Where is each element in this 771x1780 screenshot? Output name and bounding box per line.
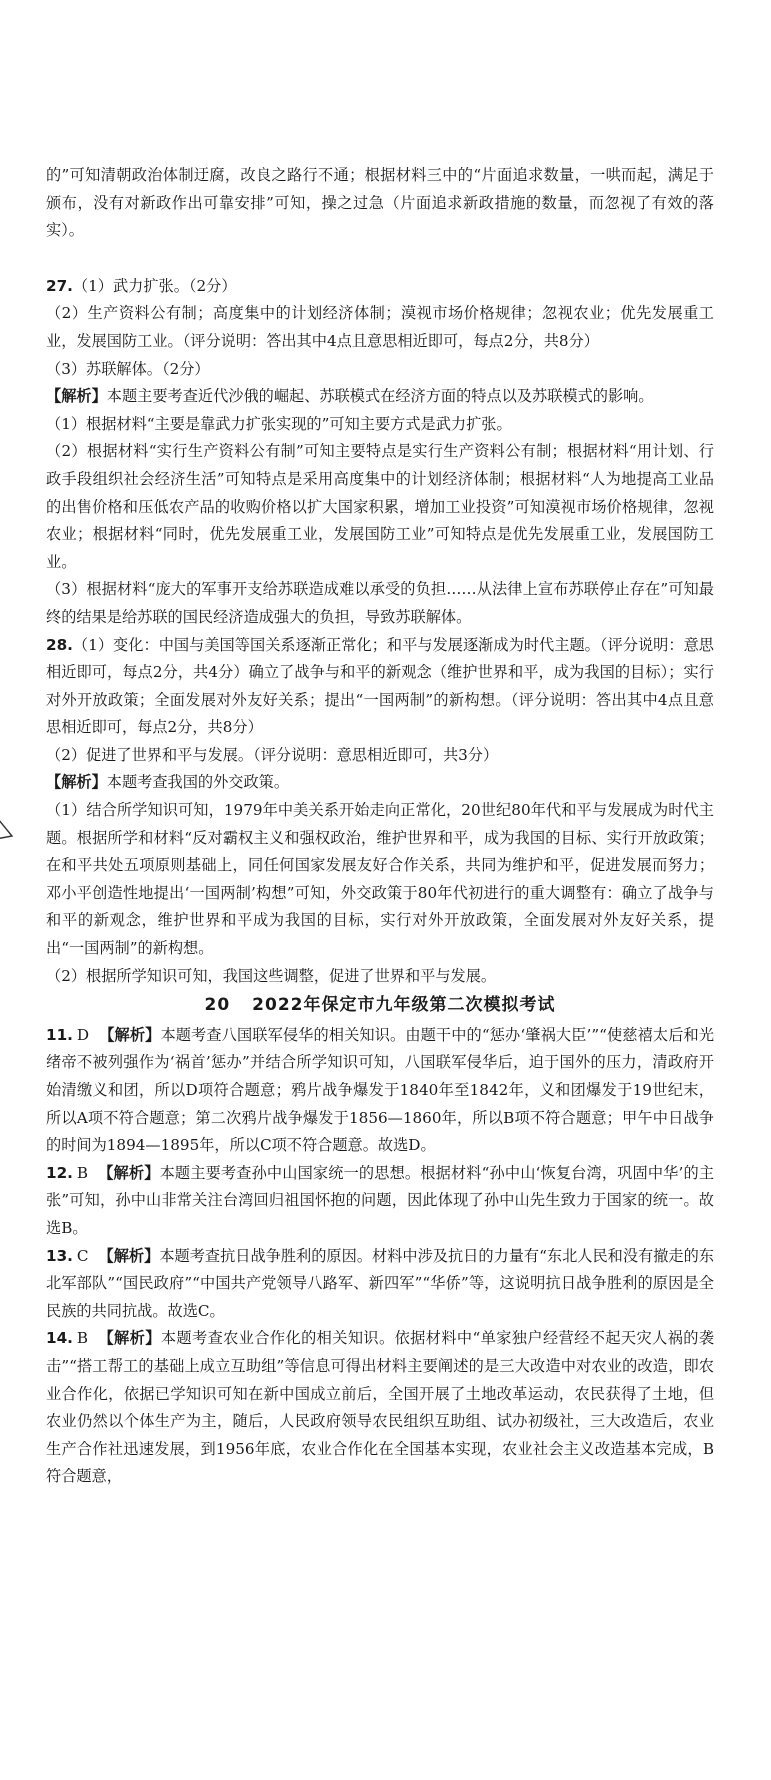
- answer-letter: D: [76, 1025, 90, 1044]
- intro-paragraph: 的”可知清朝政治体制迂腐，改良之路行不通；根据材料三中的“片面追求数量，一哄而起，满足于颁布，没有对新政作出可靠安排”可知，操之过急（片面追求新政措施的数量，而忽视了有效的落实）。: [46, 166, 714, 240]
- question-number: 11.: [46, 1025, 73, 1044]
- question-number: 14.: [46, 1329, 73, 1348]
- mc-text: 本题主要考查孙中山国家统一的思想。根据材料“孙中山‘恢复台湾，巩固中华’的主张”可知，孙中山非常关注台湾回归祖国怀抱的问题，因此体现了孙中山先生致力于国家的统一。故选B。: [46, 1163, 715, 1237]
- question-27: [46, 273, 714, 632]
- spacer: [46, 245, 714, 273]
- analysis-tag: 【解析】: [98, 1163, 160, 1182]
- answer-letter: C: [76, 1246, 89, 1265]
- mc-item-11: [46, 1022, 714, 1160]
- q27-line-2: （2）生产资料公有制；高度集中的计划经济体制；漠视市场价格规律；忽视农业；优先发展重工业，发展国防工业。（评分说明：答出其中4点且意思相近即可，每点2分，共8分）: [46, 304, 714, 350]
- q27-line-3: （3）苏联解体。（2分）: [46, 359, 210, 378]
- q27-analysis-2: （2）根据材料“实行生产资料公有制”可知主要特点是实行生产资料公有制；根据材料“用计划、行政手段组织社会经济生活”可知特点是采用高度集中的计划经济体制；根据材料“人为地提高工业品的出售价格和压低农产品的收购价格以扩大国家积累，增加工业投资”可知漠视市场价格规律，忽视农业；根据材料“同时，优先发展重工业，发展国防工业”可知特点是优先发展重工业，发展国防工业。: [46, 442, 714, 571]
- mc-item-14: [46, 1325, 714, 1491]
- question-number: 12.: [46, 1163, 73, 1182]
- pencil-mark-icon: [0, 812, 18, 842]
- section-title: 2022年保定市九年级第二次模拟考试: [252, 995, 556, 1016]
- analysis-tag: 【解析】: [98, 1329, 161, 1348]
- q28-analysis-intro: 本题考查我国的外交政策。: [106, 773, 289, 792]
- mc-item-12: [46, 1160, 714, 1243]
- mc-item-13: [46, 1243, 714, 1326]
- answer-letter: B: [76, 1163, 89, 1182]
- analysis-tag: 【解析】: [46, 387, 107, 406]
- analysis-tag: 【解析】: [98, 1246, 160, 1265]
- mc-answers: [46, 1022, 714, 1491]
- question-number: 27.: [46, 276, 73, 295]
- section-number: 20: [204, 995, 231, 1016]
- question-28: [46, 632, 714, 991]
- q28-analysis-2: （2）根据所学知识可知，我国这些调整，促进了世界和平与发展。: [46, 966, 497, 985]
- q27-analysis-intro: 本题主要考查近代沙俄的崛起、苏联模式在经济方面的特点以及苏联模式的影响。: [106, 387, 654, 406]
- mc-text: 本题考查农业合作化的相关知识。依据材料中“单家独户经营经不起天灾人祸的袭击”“搭工帮工的基础上成立互助组”等信息可得出材料主要阐述的是三大改造中对农业的改造，即农业合作化，依据已学知识可知在新中国成立前后，全国开展了土地改革运动，农民获得了土地，但农业仍然以个体生产为主，随后，人民政府领导农民组织互助组、试办初级社，三大改造后，农业生产合作社迅速发展，到1956年底，农业合作化在全国基本实现，农业社会主义改造基本完成，B符合题意，: [46, 1329, 715, 1486]
- q27-line-1: （1）武力扩张。（2分）: [72, 276, 237, 295]
- question-number: 13.: [46, 1246, 73, 1265]
- answer-content: [46, 162, 714, 1491]
- q28-line-2: （2）促进了世界和平与发展。（评分说明：意思相近即可，共3分）: [46, 745, 499, 764]
- q28-analysis-1: （1）结合所学知识可知，1979年中美关系开始走向正常化，20世纪80年代和平与发展成为时代主题。根据所学和材料“反对霸权主义和强权政治，维护世界和平，成为我国的目标、实行开放政策；在和平共处五项原则基础上，同任何国家发展友好合作关系，共同为维护和平，促进发展而努力；邓小平创造性地提出‘一国两制’构想”可知，外交政策于80年代初进行的重大调整有：确立了战争与和平的新观念，维护世界和平成为我国的目标，实行对外开放政策，全面发展对外友好关系，提出“一国两制”的新构想。: [46, 801, 714, 958]
- q27-analysis-3: （3）根据材料“庞大的军事开支给苏联造成难以承受的负担……从法律上宣布苏联停止存在”可知最终的结果是给苏联的国民经济造成强大的负担，导致苏联解体。: [46, 580, 714, 626]
- answer-letter: B: [76, 1329, 89, 1348]
- analysis-tag: 【解析】: [99, 1025, 161, 1044]
- section-heading: [46, 992, 714, 1020]
- q28-line-1: （1）变化：中国与美国等国关系逐渐正常化；和平与发展逐渐成为时代主题。（评分说明：意思相近即可，每点2分，共4分）确立了战争与和平的新观念（维护世界和平，成为我国的目标）；实行对外开放政策；全面发展对外友好关系；提出“一国两制”的新构想。（评分说明：答出其中4点且意思相近即可，每点2分，共8分）: [46, 635, 714, 737]
- question-number: 28.: [46, 635, 73, 654]
- q27-analysis-1: （1）根据材料“主要是靠武力扩张实现的”可知主要方式是武力扩张。: [46, 414, 512, 433]
- analysis-tag: 【解析】: [46, 773, 107, 792]
- mc-text: 本题考查抗日战争胜利的原因。材料中涉及抗日的力量有“东北人民和没有撤走的东北军部队”“国民政府”“中国共产党领导八路军、新四军”“华侨”等，这说明抗日战争胜利的原因是全民族的共同抗战。故选C。: [46, 1246, 715, 1320]
- mc-text: 本题考查八国联军侵华的相关知识。由题干中的“惩办‘肇祸大臣’”“使慈禧太后和光绪帝不被列强作为‘祸首’惩办”并结合所学知识可知，八国联军侵华后，迫于国外的压力，清政府开始清缴义和团，所以D项符合题意；鸦片战争爆发于1840年至1842年，义和团爆发于19世纪末，所以A项不符合题意；第二次鸦片战争爆发于1856—1860年，所以B项不符合题意；甲午中日战争的时间为1894—1895年，所以C项不符合题意。故选D。: [46, 1025, 715, 1155]
